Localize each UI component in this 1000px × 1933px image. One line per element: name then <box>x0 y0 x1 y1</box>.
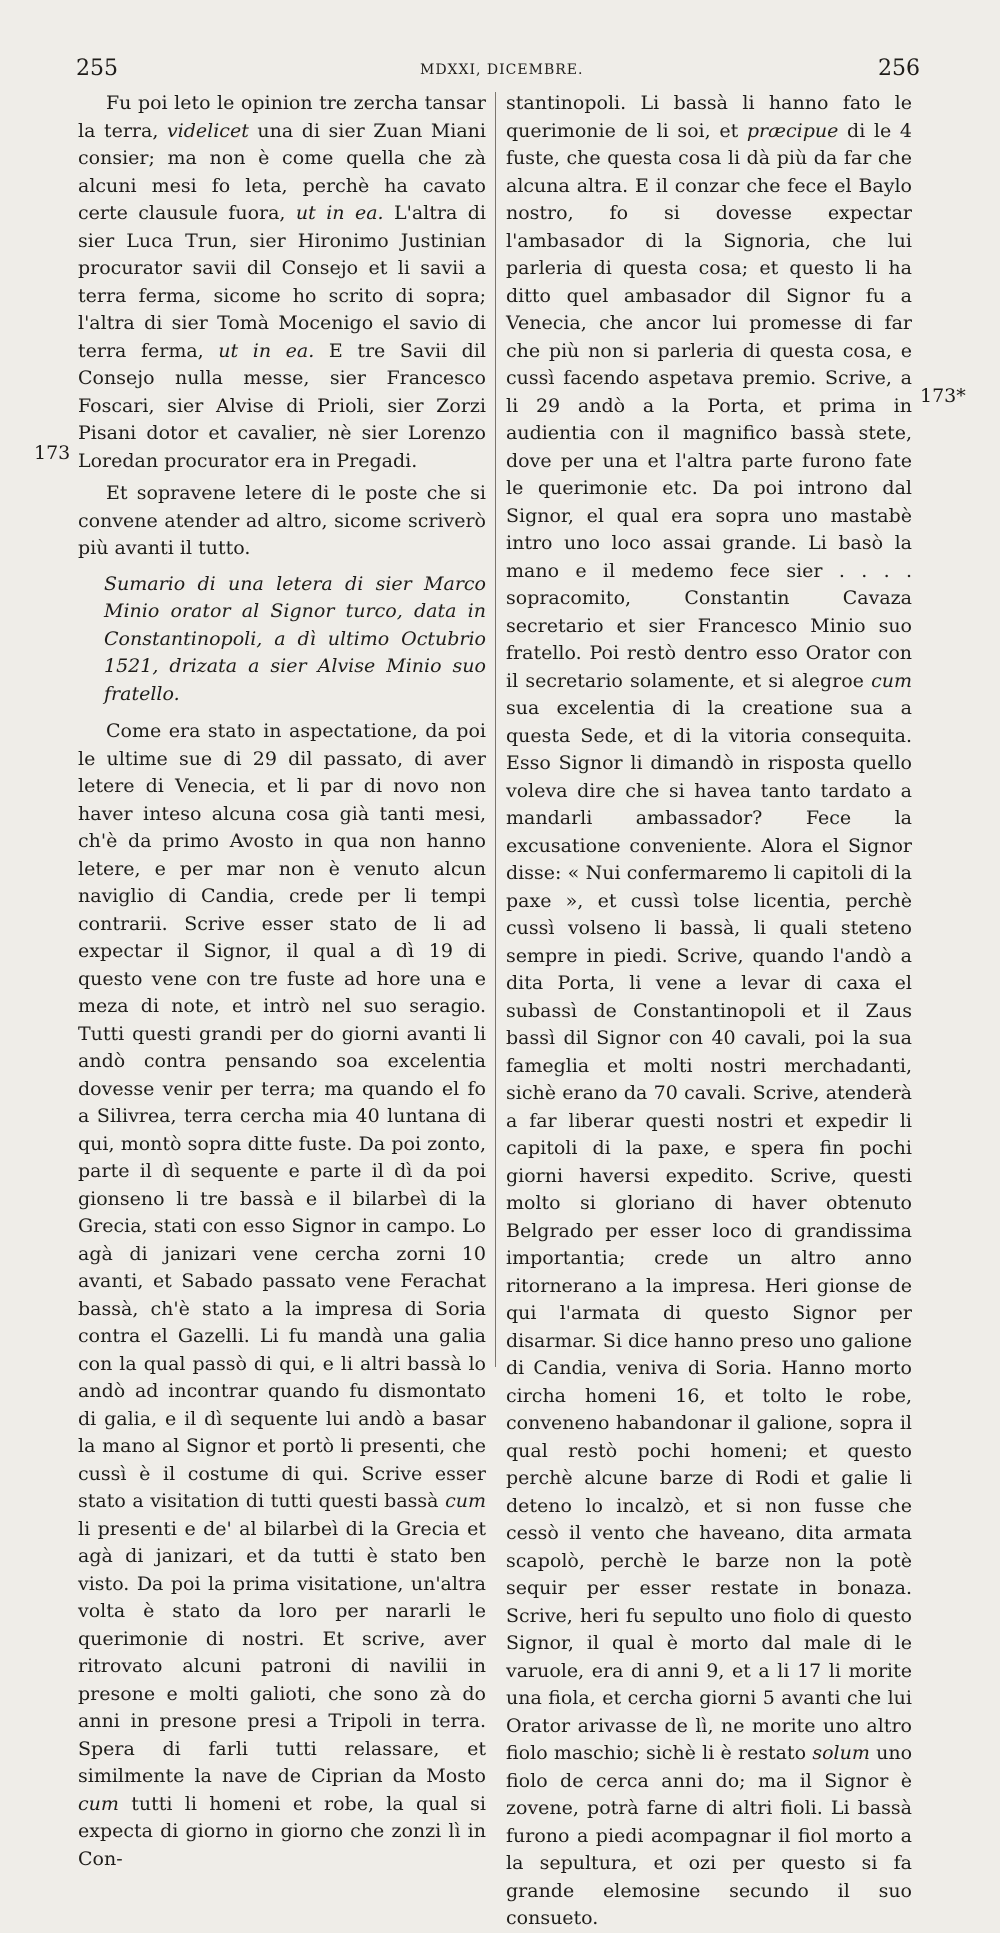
italic-text: præcipue <box>746 119 839 142</box>
italic-text: videlicet <box>166 119 249 142</box>
text-run: E tre Savii dil Consejo nulla messe, sier Francesco Foscari, sier Alvise di Prioli, sier Zorzi Pisani dotor et cavalier, nè sier Lorenzo Loredan procurator era in Pregadi. <box>78 339 486 472</box>
paragraph <box>78 90 486 475</box>
text-run: Fu poi leto le opinion tre zercha tansar la terra, <box>78 92 486 142</box>
italic-text: cum <box>445 1490 486 1512</box>
italic-text: cum <box>78 1792 119 1815</box>
page-number-left: 255 <box>76 56 118 81</box>
italic-text: solum <box>812 1742 870 1764</box>
running-head: MDXXI, DICEMBRE. <box>420 62 584 78</box>
paragraph <box>78 718 486 1873</box>
left-column <box>78 90 486 1873</box>
summary-heading: Sumario di una letera di sier Marco Minio orator al Signor turco, data in Constantinopoli, a dì ultimo Octubrio 1521, drizata a sier Alvise Minio suo fratello. <box>104 572 486 705</box>
page-header <box>0 56 1000 86</box>
column-divider <box>495 92 496 1367</box>
text-run: stantinopoli. Li bassà li hanno fato le querimonie de li soi, et <box>506 92 912 142</box>
margin-number-right: 173* <box>920 385 966 407</box>
text-run: uno fiolo de cerca anni do; ma il Signor è zovene, potrà farne di altri fioli. Li bassà furono a piedi acompagnar il fiol morto a la sepultura, et ozi per questo si fa grande elemosine secundo il suo consueto. <box>506 1742 913 1929</box>
italic-text: ut in ea. <box>218 339 315 362</box>
text-run: li presenti e de' al bilarbeì di la Grecia et agà di janizari, et da tutti è stato ben visto. Da poi la prima visitatione, un'altra volta è stato da loro per nararli le querimonie di nostri. Et scrive, aver ritrovato alcuni patroni di navilii in presone e molti galioti, che sono zà do anni in presone presi a Tripoli in terra. Spera di farli tutti relassare, et similmente la nave de Ciprian da Mosto <box>78 1517 486 1787</box>
text-run: sua excelentia di la creatione sua a questa Sede, et di la vitoria consequita. Esso Signor li dimandò in risposta quello voleva dire che si havea tanto tardato a mandarli ambassador? Fece la excusatione conveniente. Alora el Signor disse: « Nui confermaremo li capitoli di la paxe », et cussì tolse licentia, perchè cussì volseno li bassà, li quali steteno sempre in piedi. Scrive, quando l'andò a dita Porta, li vene a levar di caxa el subassì de Constantinopoli et il Zaus bassì dil Signor con 40 cavali, poi la sua fameglia et molti nostri merchadanti, sichè erano da 70 cavali. Scrive, atenderà a far liberar questi nostri et expedir li capitoli di la paxe, e spera fin pochi giorni haversi expedito. Scrive, questi molto si gloriano di haver obtenuto Belgrado per esser loco di grandissima importantia; crede un altro anno ritornerano a la impresa. Heri gionse de qui l'armata di questo Signor per disarmar. Si dice hanno preso uno galione di Candia, veniva di Soria. Hanno morto circha homeni 16, et tolto le robe, conveneno habandonar il galione, sopra il qual restò pochi homeni; et questo perchè alcune barze di Rodi et galie li deteno lo incalzò, et si non fusse che cessò il vento che haveano, dita armata scapolò, perchè le barze non la potè sequir per esser restate in bonaza. Scrive, heri fu sepulto uno fiolo di questo Signor, il qual è morto dal male di le varuole, era di anni 9, et a li 17 li morite una fiola, et cercha giorni 5 avanti che lui Orator arivasse de lì, ne morite uno altro fiolo maschio; sichè li è restato <box>506 697 912 1764</box>
margin-number-left: 173 <box>34 442 71 464</box>
paragraph <box>506 90 912 1933</box>
text-run: Come era stato in aspectatione, da poi le ultime sue di 29 dil passato, di aver letere di Venecia, et li par di novo non haver inteso alcuna cosa già tanti mesi, ch'è da primo Avosto in qua non hanno letere, e per mar non è venuto alcun naviglio di Candia, crede per li tempi contrarii. Scrive esser stato de li ad expectar il Signor, il qual a dì 19 di questo vene con tre fuste ad hore una e meza di note, et intrò nel suo seragio. Tutti questi grandi per do giorni avanti li andò contra pensando soa excelentia dovesse venir per terra; ma quando el fo a Silivrea, terra cercha mia 40 luntana di qui, montò sopra ditte fuste. Da poi zonto, parte il dì sequente e parte il dì da poi gionseno li tre bassà e il bilarbeì di la Grecia, stati con esso Signor in campo. Lo agà di janizari vene cercha zorni 10 avanti, et Sabado passato vene Ferachat bassà, ch'è stato a la impresa di Soria contra el Gazelli. Li fu mandà una galia con la qual passò di qui, e li altri bassà lo andò ad incontrar quando fu dismontato di galia, e il dì sequente lui andò a basar la mano al Signor et portò li presenti, che cussì è il costume di qui. Scrive esser stato a visitation di tutti questi bassà <box>78 720 486 1512</box>
text-run: di le 4 fuste, che questa cosa li dà più da far che alcuna altra. E il conzar che fece el Baylo nostro, fo si dovesse expectar l'ambasador di la Signoria, che lui parleria di questa cosa; et questo li ha ditto quel ambasador dil Signor fu a Venecia, che ancor lui promesse di far che più non si parleria di questa cosa, e cussì facendo aspetava premio. Scrive, a li 29 andò a la Porta, et prima in audientia con il magnifico bassà stete, dove per una et l'altra parte furono fate le querimonie etc. Da poi introno dal Signor, el qual era sopra uno mastabè intro uno loco assai grande. Li basò la mano e il medemo fece sier . . . . sopracomito, Constantin Cavaza secretario et sier Francesco Minio suo fratello. Poi restò dentro esso Orator con il secretario solamente, et si alegroe <box>506 119 913 692</box>
italic-text: cum <box>871 669 912 692</box>
right-column <box>506 90 912 1933</box>
paragraph: Et sopravene letere di le poste che si convene atender ad altro, sicome scriverò più avanti il tutto. <box>78 482 486 559</box>
text-run: una di sier Zuan Miani consier; ma non è come quella che zà alcuni mesi fo leta, perchè ha cavato certe clausule fuora, <box>78 119 486 224</box>
text-run: tutti li homeni et robe, la qual si expecta di giorno in giorno che zonzi lì in Con- <box>78 1792 486 1870</box>
text-run: L'altra di sier Luca Trun, sier Hironimo Justinian procurator savii dil Consejo et li savii a terra ferma, sicome ho scrito di sopra; l'altra di sier Tomà Mocenigo el savio di terra ferma, <box>78 202 486 362</box>
italic-text: ut in ea. <box>295 202 384 224</box>
page-number-right: 256 <box>878 56 920 81</box>
